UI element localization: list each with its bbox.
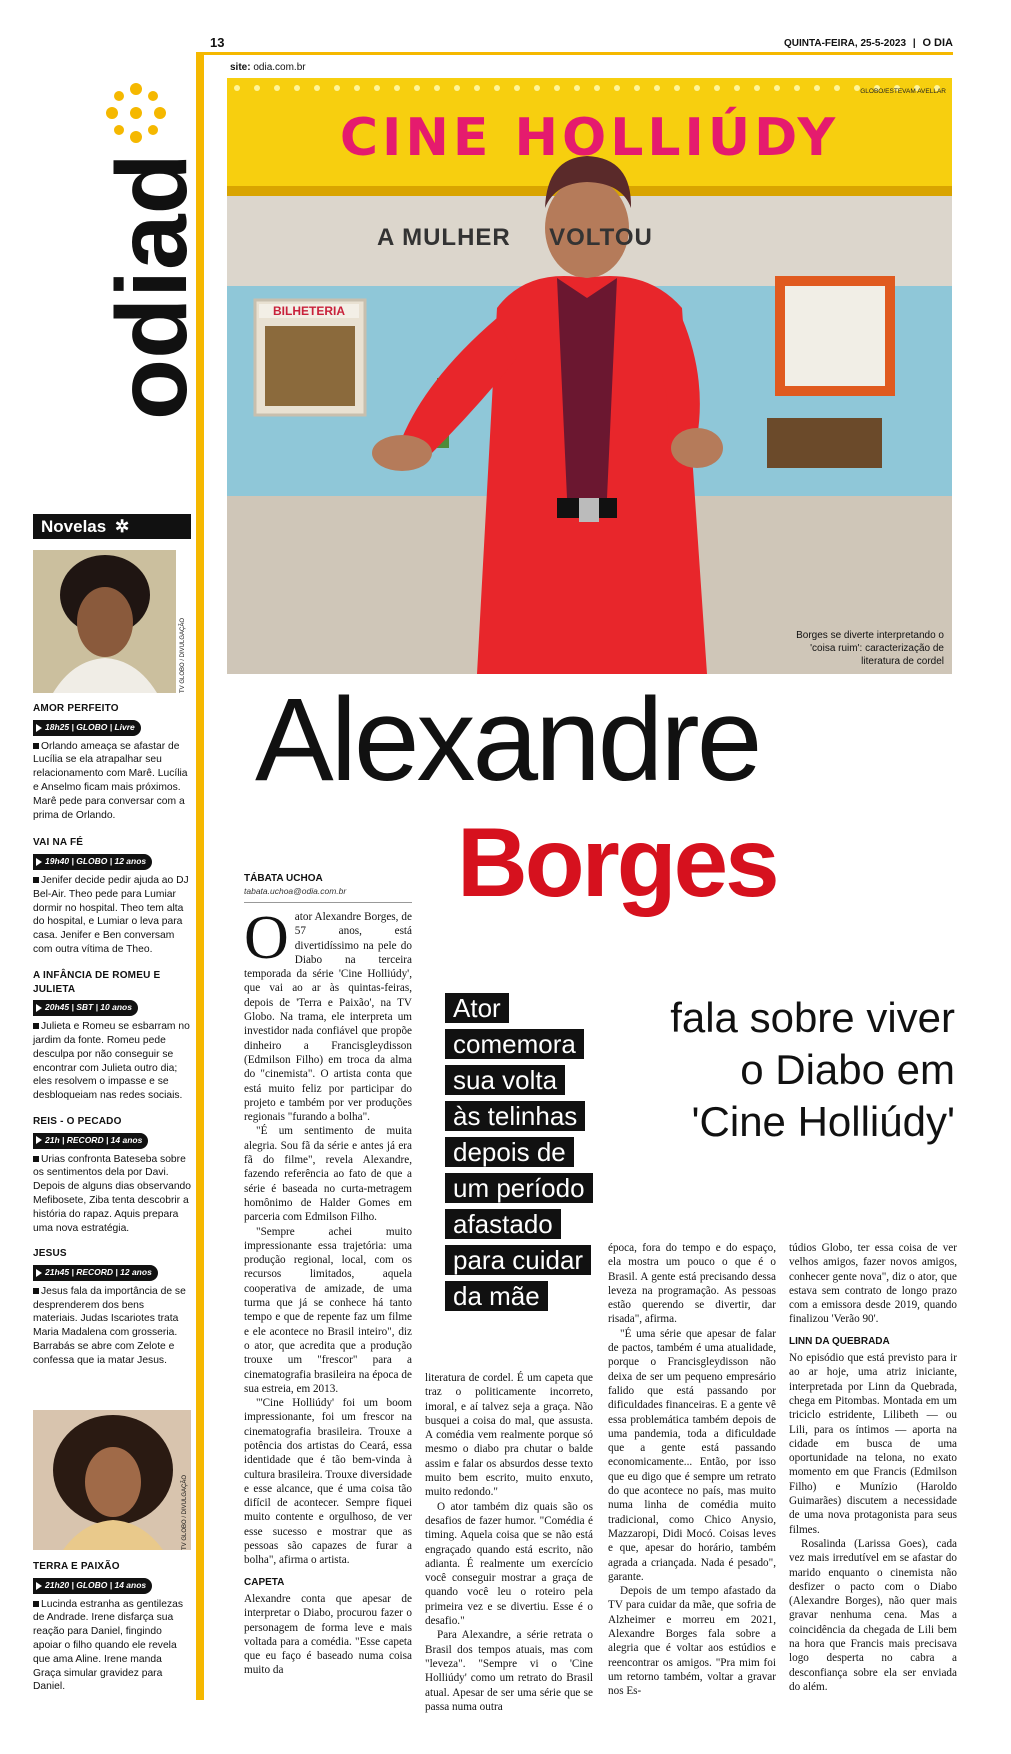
- article-column-1: [244, 904, 412, 1690]
- novela-schedule: [33, 1265, 158, 1281]
- novela-summary: Jesus fala da importância de se desprenderem dos bens materiais. Judas Iscariotes trata Maria Madalena com grosseria. Barrabás se abre com Zelote e confessa que ia matar Jesus.: [33, 1285, 186, 1366]
- play-icon: [36, 1582, 42, 1590]
- dek-line: afastado: [445, 1209, 561, 1239]
- headline-line-1: Alexandre: [255, 674, 760, 806]
- novela-schedule: [33, 1133, 148, 1149]
- byline-rule: [244, 902, 412, 903]
- sidebar-list-top: [33, 702, 191, 1368]
- paragraph: Depois de um tempo afastado da TV para cuidar da mãe, que sofria de Alzheimer e morreu em 2021, Alexandre Borges fala sobre a alegria que é voltar aos estúdios e reencontrar os amigos. "Pra mim foi um retorno também, voltar a gravar nos Es-: [608, 1585, 776, 1698]
- section-logo-text: odiad: [96, 153, 208, 420]
- byline-name: TÁBATA UCHOA: [244, 873, 323, 884]
- ticket-sign: BILHETERIA: [259, 304, 359, 318]
- list-item: [33, 836, 191, 956]
- novela-schedule-text: 21h | RECORD | 14 anos: [45, 1134, 143, 1145]
- paragraph: "Sempre achei muito impressionante essa trajetória: uma produção regional, local, com os recursos limitados, aquela cooperativa de amizade, de uma turma que já se conhece há tanto tempo e que de repente faz um filme e ele acontece no Brasil inteiro", diz o ator, que acredita que a produção trouxe um "frescor" para a cinematografia brasileira na época de sua estreia, em 2013.: [244, 1225, 412, 1395]
- headline-line-2: Borges: [457, 807, 777, 917]
- site-line: [230, 62, 306, 73]
- header-rule: [200, 52, 953, 55]
- bullet-icon: [33, 743, 39, 749]
- dek-line: para cuidar: [445, 1245, 591, 1275]
- paragraph: túdios Globo, ter essa coisa de ver velhos amigos, fazer novos amigos, conhecer gente nova", diz o ator, que estava sem contrato de longo prazo com a emissora desde 2019, quando finalizou 'Verão 90'.: [789, 1242, 957, 1326]
- byline-email[interactable]: tabata.uchoa@odia.com.br: [244, 886, 347, 896]
- sidebar-photo-credit: TV GLOBO / DIVULGAÇÃO: [180, 617, 186, 693]
- paragraph: "'Cine Holliúdy' foi um boom impressionante, foi um frescor na cinematografia brasileira. Trouxe a potência dos artistas do Ceará, essa identidade que é tão bem-vinda à cultura brasileira. Trouxe diversidade e esse alcance, que é uma coisa tão difícil de acontecer. Sempre fiquei muito contente e orgulhoso, de ver esse sucesso e mostrar que as pessoas são capazes de furar a bolha", afirma o artista.: [244, 1397, 412, 1567]
- sidebar-photo-1-credit-wrap: [178, 550, 190, 693]
- novela-schedule-text: 21h20 | GLOBO | 14 anos: [45, 1579, 147, 1590]
- dek-line: da mãe: [445, 1281, 548, 1311]
- dek-line: às telinhas: [445, 1101, 585, 1131]
- article-column-3: [608, 1241, 776, 1698]
- sidebar-title-bar: [33, 514, 191, 539]
- play-icon: [36, 858, 42, 866]
- sidebar-title: Novelas: [41, 517, 107, 536]
- marquee-title: CINE HOLLIÚDY: [339, 108, 840, 168]
- dek-line: depois de: [445, 1137, 574, 1167]
- paragraph: Alexandre conta que apesar de interpretar o Diabo, procurou fazer o personagem de forma leve e mais voltada para a comédia. "Esse capeta que eu faço é baseado numa coisa muito da: [244, 1592, 412, 1677]
- asterisk-icon: [106, 83, 166, 143]
- list-item: [33, 1560, 191, 1694]
- paragraph: O ator também diz quais são os desafios de fazer humor. "Comédia é timing. Aquela coisa que se não está engraçado quando está escrito, não adianta. É realmente um exercício você conseguir mostrar a graça de quando você leu o roteiro pela primeira vez e se divertiu. Esse é o desafio.": [425, 1500, 593, 1628]
- novela-schedule: [33, 720, 141, 736]
- sidebar-photo-credit: TV GLOBO / DIVULGAÇÃO: [182, 1474, 188, 1550]
- paragraph: "É um sentimento de muita alegria. Sou fã da série e antes já era fã do filme", revela Alexandre, fazendo referência ao fato de que a série é baseada no curta-metragem homônimo de Halder Gomes em parceria com Edmilson Filho.: [244, 1125, 412, 1224]
- novela-schedule: [33, 854, 152, 870]
- novela-schedule-text: 21h45 | RECORD | 12 anos: [45, 1267, 152, 1278]
- list-item: [33, 969, 191, 1103]
- subheadline-line: o Diabo em: [740, 1046, 955, 1093]
- bullet-icon: [33, 1023, 39, 1029]
- section-logo: [96, 75, 208, 420]
- subheadline-line: fala sobre viver: [670, 994, 955, 1041]
- site-url[interactable]: odia.com.br: [253, 62, 306, 73]
- novela-title: A INFÂNCIA DE ROMEU E JULIETA: [33, 969, 161, 995]
- novela-schedule: [33, 1000, 138, 1016]
- novela-summary: Lucinda estranha as gentilezas de Andrade. Irene disfarça sua reação para Daniel, fingindo apoiar o filho quando ele revela que ama Aline. Irene manda Graça simular gravidez para Daniel.: [33, 1598, 183, 1693]
- article-column-4: [789, 1241, 957, 1691]
- novela-title: REIS - O PECADO: [33, 1115, 122, 1127]
- photo-caption: Borges se diverte interpretando o 'coisa ruim': caracterização de literatura de cordel: [796, 630, 944, 667]
- novela-title: JESUS: [33, 1248, 67, 1260]
- paragraph: Para Alexandre, a série retrata o Brasil dos tempos atuais, mas com "leveza". "Sempre vi o 'Cine Holliúdy' como um retrato do Brasil atual. Apesar de ser uma série que se passa numa outra: [425, 1629, 593, 1713]
- lead-photo: [227, 78, 952, 674]
- drop-cap: O: [244, 904, 289, 972]
- bullet-icon: [33, 1601, 39, 1607]
- column-subhead: LINN DA QUEBRADA: [789, 1335, 890, 1347]
- paragraph: ator Alexandre Borges, de 57 anos, está divertidíssimo na pele do Diabo na terceira temporada da série 'Cine Holliúdy', que vai ao ar às quintas-feiras, depois de 'Terra e Paixão', na TV Globo. Na trama, ele interpreta um investidor nada confiável que propõe dinheiro a Francisgleydisson (Edmilson Filho) em troca da alma do "cinemista". O artista conta que está muito feliz por participar do projeto e também por ver produções regionais "furando a bolha".: [244, 911, 412, 1124]
- play-icon: [36, 1136, 42, 1144]
- list-item: [33, 702, 191, 822]
- paragraph: "É uma série que apesar de falar de pactos, também é uma atualidade, porque o Francisgleydisson não deixa de ser um pequeno empresário falido que está passando por dificuldades financeiras. E a gente vê essa problemática também depois de uma pandemia, toda a dificuldade que a gente está passando economicamente... Então, por isso que eu digo que é sempre um retrato do que acontece no país, mas muito numa linha de comédia muito tradicional, como Chico Anysio, Mazzaropi, Didi Mocó. Coisas leves e que, apesar do horário, também agrada a criançada. Nada é pesado", garante.: [608, 1327, 776, 1583]
- bullet-icon: [33, 1288, 39, 1294]
- photo-credit: GLOBO/ESTEVAM AVELLAR: [860, 88, 946, 95]
- dek-line: um período: [445, 1173, 593, 1203]
- bullet-icon: [33, 1156, 39, 1162]
- column-subhead: CAPETA: [244, 1576, 285, 1588]
- sidebar-photo-2: [33, 1410, 191, 1550]
- novela-schedule-text: 18h25 | GLOBO | Livre: [45, 721, 135, 732]
- bullet-icon: [33, 877, 39, 883]
- novela-schedule: [33, 1578, 152, 1594]
- sidebar-list-bottom: [33, 1560, 191, 1694]
- novela-title: VAI NA FÉ: [33, 837, 84, 849]
- novela-schedule-text: 19h40 | GLOBO | 12 anos: [45, 856, 147, 867]
- dek-box: [445, 993, 605, 1317]
- page-number: 13: [210, 35, 225, 50]
- novela-schedule-text: 20h45 | SBT | 10 anos: [45, 1002, 132, 1013]
- dek-line: Ator: [445, 993, 509, 1023]
- header-separator: |: [912, 38, 916, 49]
- paragraph: época, fora do tempo e do espaço, ela mostra um pouco o que é o Brasil. A gente está precisando dessa leveza na programação. As pessoas estão querendo se divertir, dar risada", afirma.: [608, 1242, 776, 1326]
- subheadline: [610, 992, 955, 1148]
- play-icon: [36, 1269, 42, 1277]
- novela-summary: Orlando ameaça se afastar de Lucília se ela atrapalhar seu relacionamento com Marê. Lucília e Anselmo ficam mais próximos. Marê pede para conversar com a prima de Orlando.: [33, 740, 188, 821]
- sidebar-photo-1: [33, 550, 176, 693]
- dek-line: comemora: [445, 1029, 584, 1059]
- marquee-subtitle: A MULHER VOLTOU: [377, 224, 653, 251]
- site-label: site:: [230, 62, 251, 73]
- page-date: QUINTA-FEIRA, 25-5-2023: [783, 38, 907, 49]
- play-icon: [36, 1004, 42, 1012]
- dek-line: sua volta: [445, 1065, 565, 1095]
- asterisk-icon: ✲: [114, 517, 130, 536]
- paper-name: O DIA: [922, 37, 953, 49]
- novela-summary: Julieta e Romeu se esbarram no jardim da fonte. Romeu pede desculpa por não conseguir se encontrar com Julieta outro dia; eles resolvem o impasse e se desbloqueiam nas redes sociais.: [33, 1021, 190, 1102]
- article-column-2: [425, 1371, 593, 1713]
- subheadline-line: 'Cine Holliúdy': [691, 1098, 955, 1145]
- novela-title: TERRA E PAIXÃO: [33, 1561, 120, 1572]
- novela-summary: Urias confronta Bateseba sobre os sentimentos dela por Davi. Depois de alguns dias observando Mefibosete, Ziba tenta descobrir a história do rapaz. Aquis prepara uma nova estratégia.: [33, 1153, 191, 1234]
- page-date-line: [784, 37, 953, 49]
- novela-summary: Jenifer decide pedir ajuda ao DJ Bel-Air. Theo pede para Lumiar dormir no hospital. Theo tem alta do hospital, e Lumiar o leva para casa. Jenifer e Ben conversam com outra vítima de Theo.: [33, 874, 189, 955]
- paragraph: No episódio que está previsto para ir ao ar hoje, uma atriz iniciante, interpretada por Linn da Quebrada, chega em Pitombas. Montada em um triciclo estridente, Lilibeth — ou Lili, para os íntimos — aporta na cidade em busca de uma oportunidade na telona, no exato momento em que Francis (Edmilson Filho) e Munízio (Haroldo Guimarães) discutem a necessidade de uma nova protagonista para seus filmes.: [789, 1352, 957, 1536]
- paragraph: Rosalinda (Larissa Goes), cada vez mais irredutível em se afastar do marido enquanto o cinemista não desfizer o pacto com o Diabo (Alexandre Borges), não quer mais gravar nenhuma cena. Mas a coincidência da chegada de Lili bem na hora que Francis mais precisava logo desperta no cabra a desconfiança sobre ela ser enviada do além.: [789, 1537, 957, 1693]
- list-item: [33, 1115, 191, 1235]
- portrait-illustration: [33, 1410, 191, 1550]
- portrait-illustration: [33, 550, 176, 693]
- paragraph: literatura de cordel. É um capeta que traz o politicamente incorreto, imoral, e aí talvez seja a graça. Não busquei a coisa do mal, que assusta. A comédia vem realmente porque só mesmo o diabo pra chutar o balde assim e falar os absurdos desse texto muito bem escrito, muito enxuto, muito redondo.": [425, 1372, 593, 1499]
- novela-title: AMOR PERFEITO: [33, 703, 119, 714]
- play-icon: [36, 724, 42, 732]
- sidebar-photo-2-credit-wrap: [180, 1410, 192, 1550]
- list-item: [33, 1247, 191, 1367]
